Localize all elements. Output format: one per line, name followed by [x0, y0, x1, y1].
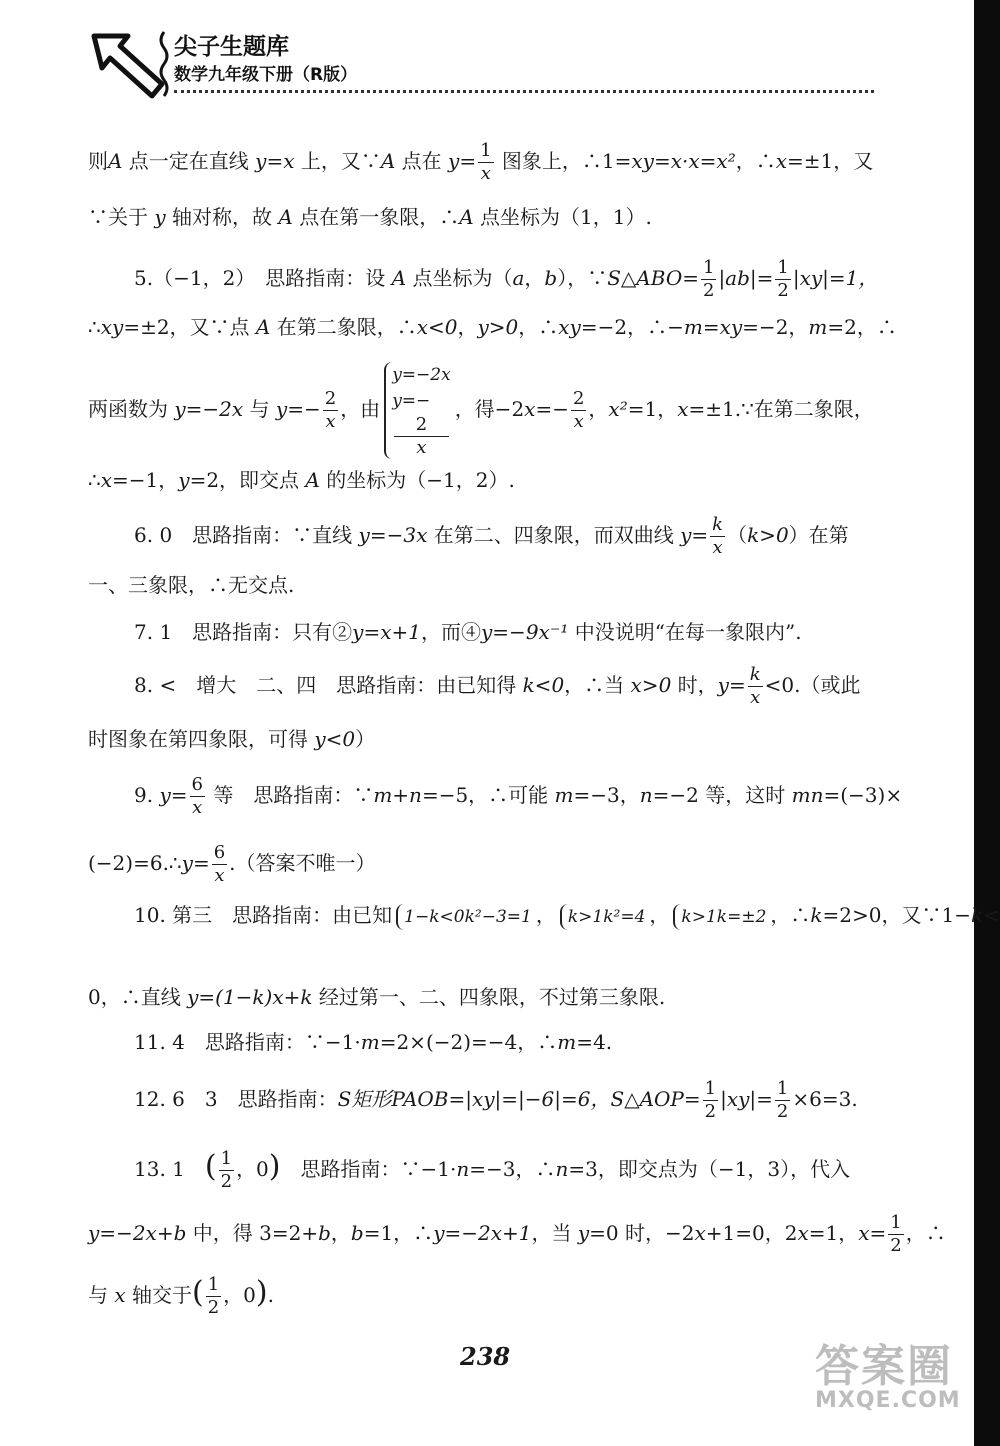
text-line: (−2)=6.∴y= $\frac{6}{x}$ .（答案不唯一）: [88, 842, 376, 886]
fraction: $\frac{2}{x}$: [572, 388, 585, 432]
text-line: y=−2x+b 中，得 3=2+b，b=1，∴y=−2x+1，当 y=0 时，−2x+1=0，2x=1，x= $\frac{1}{2}$ ，∴: [88, 1212, 946, 1256]
text-line: 13. 1 ( $\frac{1}{2}$ ，0) 思路指南：∵−1·n=−3，∴n=3，即交点为（−1，3），代入: [134, 1148, 851, 1192]
fraction: $\frac{2}{x}$: [324, 388, 337, 432]
text-line: 9. y= $\frac{6}{x}$ 等 思路指南：∵m+n=−5，∴可能 m=−3，n=−2 等，这时 mn=(−3)×: [134, 774, 903, 818]
watermark-logo: 答案圈: [815, 1341, 953, 1392]
text-line: ∴x=−1，y=2，即交点 A 的坐标为（−1，2）.: [88, 468, 515, 492]
fraction: 2 x: [394, 414, 449, 459]
text-line: 0，∴直线 y=(1−k)x+k 经过第一、二、四象限，不过第三象限.: [88, 985, 666, 1009]
parenthesized-point: ( $\frac{1}{2}$ ，0): [204, 1148, 281, 1192]
text-line: 与 x 轴交于( $\frac{1}{2}$ ，0).: [88, 1274, 274, 1318]
text-line: 10. 第三 思路指南：由已知 1−k<0k²−3=1 ， k>1k²=4 ， k>1k=±2 ，∴k=2>0，又∵1−k<: [88, 902, 1000, 930]
page-binding-edge: [974, 0, 1000, 1446]
watermark-url: MXQE.COM: [815, 1388, 961, 1413]
fraction: $\frac{1}{2}$: [207, 1274, 220, 1318]
equation-system: k>1k=±2: [673, 904, 766, 930]
text-line: 一、三象限，∴无交点.: [88, 573, 295, 597]
text-line: 5.（−1，2） 思路指南：设 A 点坐标为（a，b），∵S△ABO= $\frac{1}{2}$ |ab|= $\frac{1}{2}$ |xy|=1，: [134, 257, 879, 301]
text-line: 两函数为 y=−2x 与 y=− $\frac{2}{x}$ ，由y=−2x y=− 2 x ，得−2x=− $\frac{2}{x}$ ，x²=1，x=±1.∵在第二象限，: [88, 362, 874, 459]
text-line: 时图象在第四象限，可得 y<0）: [88, 727, 376, 751]
arrow-logo-icon: [88, 28, 170, 100]
text-line: ∴xy=±2，又∵点 A 在第二象限，∴x<0，y>0，∴xy=−2，∴−m=xy=−2，m=2，∴: [88, 315, 897, 339]
text-line: 12. 6 3 思路指南：S矩形PAOB=|xy|=|−6|=6，S△AOP= $\frac{1}{2}$ |xy|= $\frac{1}{2}$ ×6=3.: [134, 1078, 858, 1122]
site-watermark: [815, 1330, 961, 1413]
fraction: $\frac{1}{2}$: [777, 257, 789, 301]
book-subtitle: 数学九年级下册（R版）: [174, 65, 358, 85]
fraction: $\frac{1}{2}$: [776, 1078, 789, 1122]
page-header: [88, 22, 878, 102]
text-line: ∵关于 y 轴对称，故 A 点在第一象限，∴A 点坐标为（1，1）.: [88, 205, 652, 229]
fraction: $\frac{1}{2}$: [220, 1148, 233, 1192]
text-line: 6. 0 思路指南：∵直线 y=−3x 在第二、四象限，而双曲线 y= $\frac{k}{x}$ （k>0）在第: [134, 514, 849, 558]
fraction: $\frac{1}{2}$: [704, 1078, 717, 1122]
parenthesized-point: ( $\frac{1}{2}$ ，0): [192, 1274, 268, 1318]
equation-system: 1−k<0k²−3=1: [396, 904, 532, 930]
book-title: 尖子生题库: [174, 34, 289, 60]
fraction: $\frac{k}{x}$: [712, 514, 724, 558]
text-line: 则A 点一定在直线 y=x 上，又∵A 点在 y= $\frac{1}{x}$ 图象上，∴1=xy=x·x=x²，∴x=±1，又: [88, 140, 874, 184]
fraction: $\frac{6}{x}$: [191, 774, 203, 818]
text-line: 11. 4 思路指南：∵−1·m=2×(−2)=−4，∴m=4.: [134, 1030, 613, 1054]
page-number: 238: [460, 1342, 511, 1371]
equation-system: k>1k²=4: [560, 904, 646, 930]
equation-system: y=−2x y=− 2 x: [384, 362, 451, 459]
fraction: $\frac{1}{x}$: [480, 140, 492, 184]
fraction: $\frac{k}{x}$: [749, 664, 761, 708]
header-dotted-rule: [174, 90, 874, 93]
fraction: $\frac{6}{x}$: [213, 842, 226, 886]
text-line: 7. 1 思路指南：只有②y=x+1，而④y=−9x⁻¹ 中没说明“在每一象限内”.: [134, 620, 802, 644]
fraction: $\frac{1}{2}$: [702, 257, 715, 301]
fraction: $\frac{1}{2}$: [890, 1212, 902, 1256]
text-line: 8. < 增大 二、四 思路指南：由已知得 k<0，∴当 x>0 时，y= $\frac{k}{x}$ <0.（或此: [134, 664, 861, 708]
